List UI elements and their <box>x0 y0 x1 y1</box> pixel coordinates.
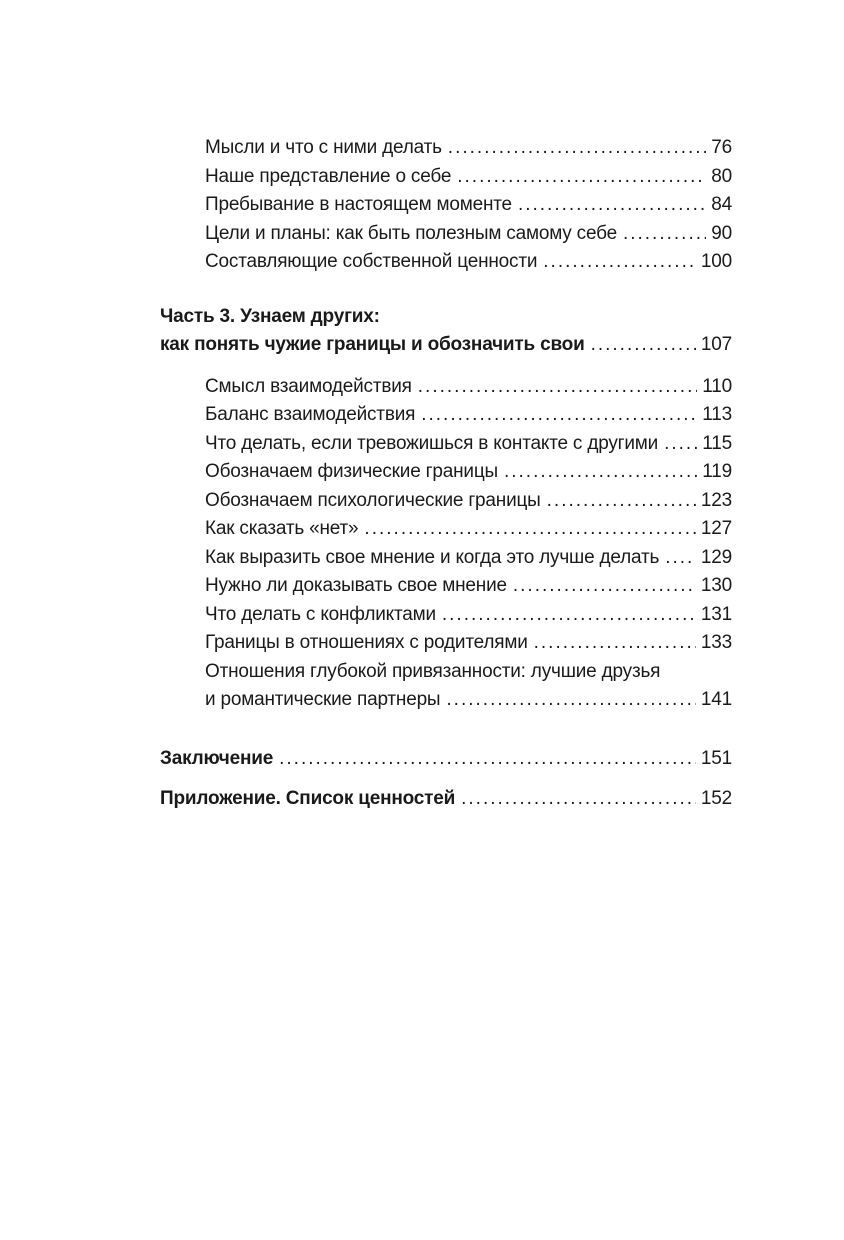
toc-entry-multiline-line2 <box>205 686 732 715</box>
toc-entry <box>205 401 732 430</box>
part3-heading-line2 <box>160 331 732 360</box>
toc-entry-title: Обозначаем психологические границы <box>205 489 541 511</box>
toc-entry-page: 113 <box>702 404 732 425</box>
toc-entry <box>205 248 732 277</box>
toc-entry <box>205 515 732 544</box>
toc-entry-page: 141 <box>700 689 732 710</box>
part3-heading <box>160 303 732 360</box>
toc-entry-page: 129 <box>700 546 732 568</box>
toc-leader-dots <box>543 248 696 277</box>
part3-entries <box>160 373 732 715</box>
toc-entry <box>205 163 732 192</box>
toc-entry <box>205 544 732 573</box>
toc-entry-title: Составляющие собственной ценности <box>205 251 538 272</box>
toc-leader-dots <box>446 686 696 715</box>
toc-leader-dots <box>504 458 697 487</box>
toc-entry-page: 110 <box>702 375 732 397</box>
toc-entry-page: 133 <box>700 632 732 653</box>
toc-entry <box>205 373 732 402</box>
toc-entry <box>205 220 732 249</box>
toc-entry <box>205 191 732 220</box>
part2-entries <box>160 134 732 277</box>
toc-entry-title: Обозначаем физические границы <box>205 461 498 482</box>
toc-entry-title: Что делать, если тревожишься в контакте с другими <box>205 432 659 454</box>
toc-entry-title: Наше представление о себе <box>205 165 452 187</box>
toc-entry-title: Границы в отношениях с родителями <box>205 632 528 653</box>
toc-leader-dots <box>461 785 696 814</box>
toc-entry-page: 123 <box>700 489 732 511</box>
toc-entry-title: Отношения глубокой привязанности: лучшие друзья <box>205 660 661 682</box>
conclusion-entry <box>160 745 732 774</box>
appendix-title: Приложение. Список ценностей <box>160 788 456 809</box>
toc-leader-dots <box>664 430 697 459</box>
toc-entry-page: 130 <box>700 575 732 596</box>
toc-entry-title: Цели и планы: как быть полезным самому себе <box>205 222 617 244</box>
toc-leader-dots <box>591 331 696 360</box>
toc-entry-title: и романтические партнеры <box>205 689 441 710</box>
toc-leader-dots <box>665 544 696 573</box>
toc-entry <box>205 487 732 516</box>
toc-entry <box>205 134 732 163</box>
toc-entry-page: 76 <box>711 137 732 158</box>
part3-heading-line1 <box>160 303 732 332</box>
toc-entry-page: 119 <box>702 461 732 482</box>
toc-leader-dots <box>448 134 706 163</box>
toc-leader-dots <box>547 487 696 516</box>
toc-content <box>160 134 732 814</box>
toc-entry-title: Как выразить свое мнение и когда это лучше делать <box>205 546 660 568</box>
toc-entry <box>205 629 732 658</box>
toc-leader-dots <box>364 515 695 544</box>
part3-heading-line2-text: как понять чужие границы и обозначить свои <box>160 334 585 355</box>
toc-entry <box>205 601 732 630</box>
toc-entry-page: 115 <box>702 432 732 454</box>
toc-entry-title: Как сказать «нет» <box>205 518 359 539</box>
toc-leader-dots <box>279 745 696 774</box>
toc-entry-page: 100 <box>700 251 732 272</box>
toc-leader-dots <box>518 191 706 220</box>
toc-entry-title: Нужно ли доказывать свое мнение <box>205 575 507 596</box>
toc-entry <box>205 430 732 459</box>
toc-leader-dots <box>513 572 696 601</box>
toc-entry-title: Что делать с конфликтами <box>205 603 436 625</box>
appendix-entry <box>160 785 732 814</box>
toc-entry-title: Мысли и что с ними делать <box>205 137 442 158</box>
toc-entry <box>205 572 732 601</box>
toc-entry-page: 127 <box>700 518 732 539</box>
toc-leader-dots <box>457 163 706 192</box>
part3-heading-line1-text: Часть 3. Узнаем других: <box>160 305 380 327</box>
toc-entry-page: 84 <box>711 194 732 215</box>
toc-entry-page: 151 <box>700 747 732 769</box>
toc-entry-title: Пребывание в настоящем моменте <box>205 194 512 215</box>
toc-leader-dots <box>534 629 696 658</box>
toc-entry-page: 80 <box>711 165 732 187</box>
toc-entry-multiline-line1 <box>205 658 732 687</box>
toc-entry-page: 131 <box>700 603 732 625</box>
toc-leader-dots <box>418 373 698 402</box>
toc-leader-dots <box>442 601 696 630</box>
toc-leader-dots <box>623 220 706 249</box>
toc-entry-title: Баланс взаимодействия <box>205 404 416 425</box>
toc-entry-page: 107 <box>700 334 732 355</box>
toc-entry-title: Смысл взаимодействия <box>205 375 412 397</box>
toc-entry <box>205 458 732 487</box>
conclusion-title: Заключение <box>160 747 274 769</box>
toc-entry-page: 152 <box>700 788 732 809</box>
toc-leader-dots <box>421 401 697 430</box>
toc-entry-page: 90 <box>711 222 732 244</box>
